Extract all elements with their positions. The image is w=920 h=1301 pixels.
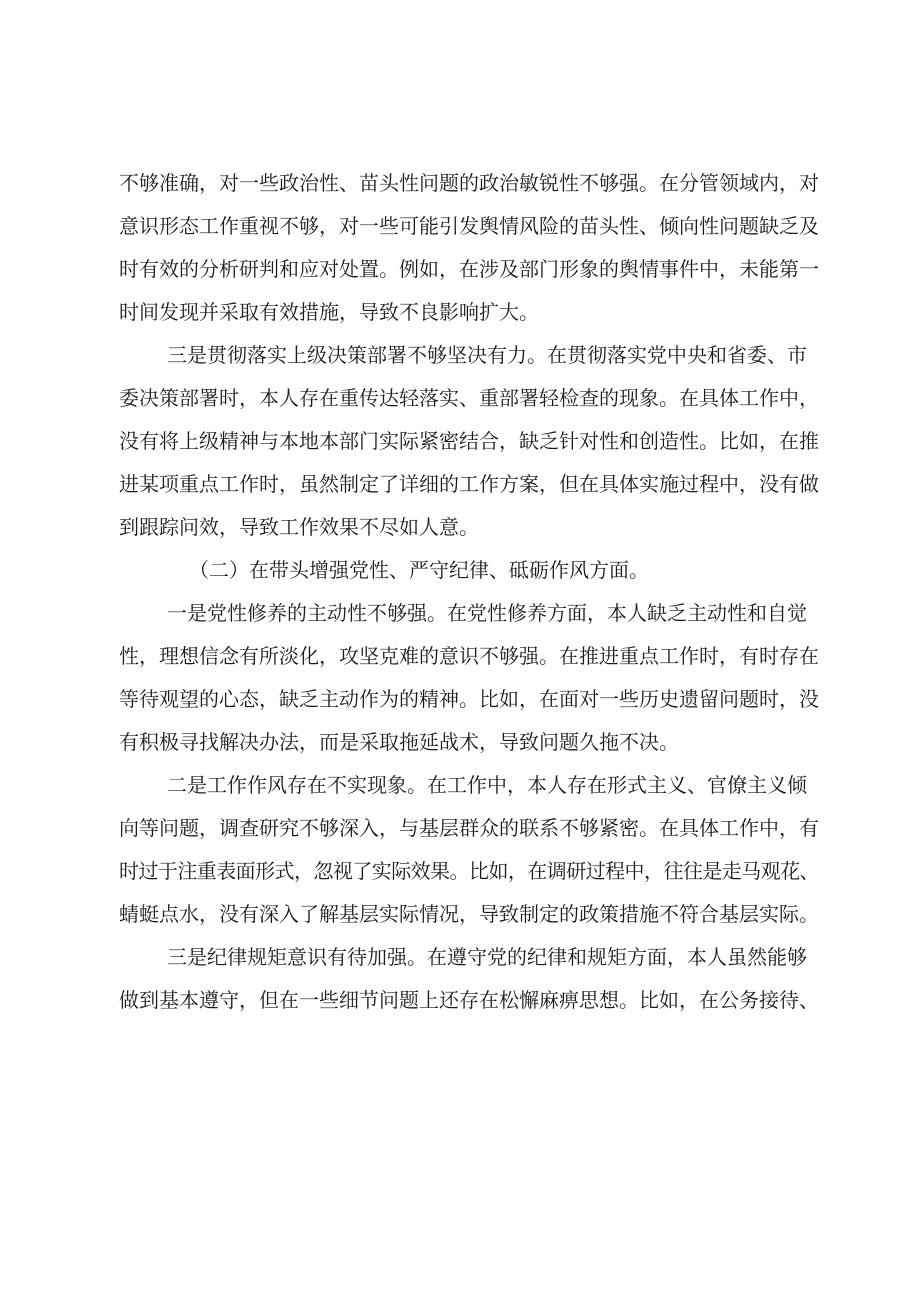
text-line: 性，理想信念有所淡化，攻坚克难的意识不够强。在推进重点工作时，有时存在: [119, 644, 819, 668]
paragraph-three-decision-deployment: [119, 334, 819, 549]
section-heading: [119, 549, 819, 592]
text-line: 时间发现并采取有效措施，导致不良影响扩大。: [119, 300, 539, 324]
text-line: （二）在带头增强党性、严守纪律、砥砺作风方面。: [189, 558, 649, 582]
text-line: 有积极寻找解决办法，而是采取拖延战术，导致问题久拖不决。: [119, 730, 679, 754]
paragraph-continued: [119, 162, 819, 334]
text-line: 进某项重点工作时，虽然制定了详细的工作方案，但在具体实施过程中，没有做: [119, 472, 819, 496]
paragraph-three-discipline: [119, 936, 819, 1022]
paragraph-one-party-spirit: [119, 592, 819, 764]
text-line: 做到基本遵守，但在一些细节问题上还存在松懈麻痹思想。比如，在公务接待、: [119, 988, 819, 1012]
text-line: 时过于注重表面形式，忽视了实际效果。比如，在调研过程中，往往是走马观花、: [119, 859, 819, 883]
text-line: 到跟踪问效，导致工作效果不尽如人意。: [119, 515, 479, 539]
document-body: [119, 162, 819, 1022]
text-line: 二是工作作风存在不实现象。在工作中，本人存在形式主义、官僚主义倾: [167, 773, 807, 797]
text-line: 不够准确，对一些政治性、苗头性问题的政治敏锐性不够强。在分管领域内，对: [119, 171, 819, 195]
text-line: 等待观望的心态，缺乏主动作为的精神。比如，在面对一些历史遗留问题时，没: [119, 687, 819, 711]
text-line: 一是党性修养的主动性不够强。在党性修养方面，本人缺乏主动性和自觉: [167, 601, 807, 625]
text-line: 三是贯彻落实上级决策部署不够坚决有力。在贯彻落实党中央和省委、市: [167, 343, 807, 367]
text-line: 意识形态工作重视不够，对一些可能引发舆情风险的苗头性、倾向性问题缺乏及: [119, 214, 819, 238]
text-line: 向等问题，调查研究不够深入，与基层群众的联系不够紧密。在具体工作中，有: [119, 816, 819, 840]
paragraph-two-work-style: [119, 764, 819, 936]
text-line: 没有将上级精神与本地本部门实际紧密结合，缺乏针对性和创造性。比如，在推: [119, 429, 819, 453]
text-line: 时有效的分析研判和应对处置。例如，在涉及部门形象的舆情事件中，未能第一: [119, 257, 819, 281]
text-line: 蜻蜓点水，没有深入了解基层实际情况，导致制定的政策措施不符合基层实际。: [119, 902, 819, 926]
text-line: 三是纪律规矩意识有待加强。在遵守党的纪律和规矩方面，本人虽然能够: [167, 945, 807, 969]
text-line: 委决策部署时，本人存在重传达轻落实、重部署轻检查的现象。在具体工作中，: [119, 386, 819, 410]
